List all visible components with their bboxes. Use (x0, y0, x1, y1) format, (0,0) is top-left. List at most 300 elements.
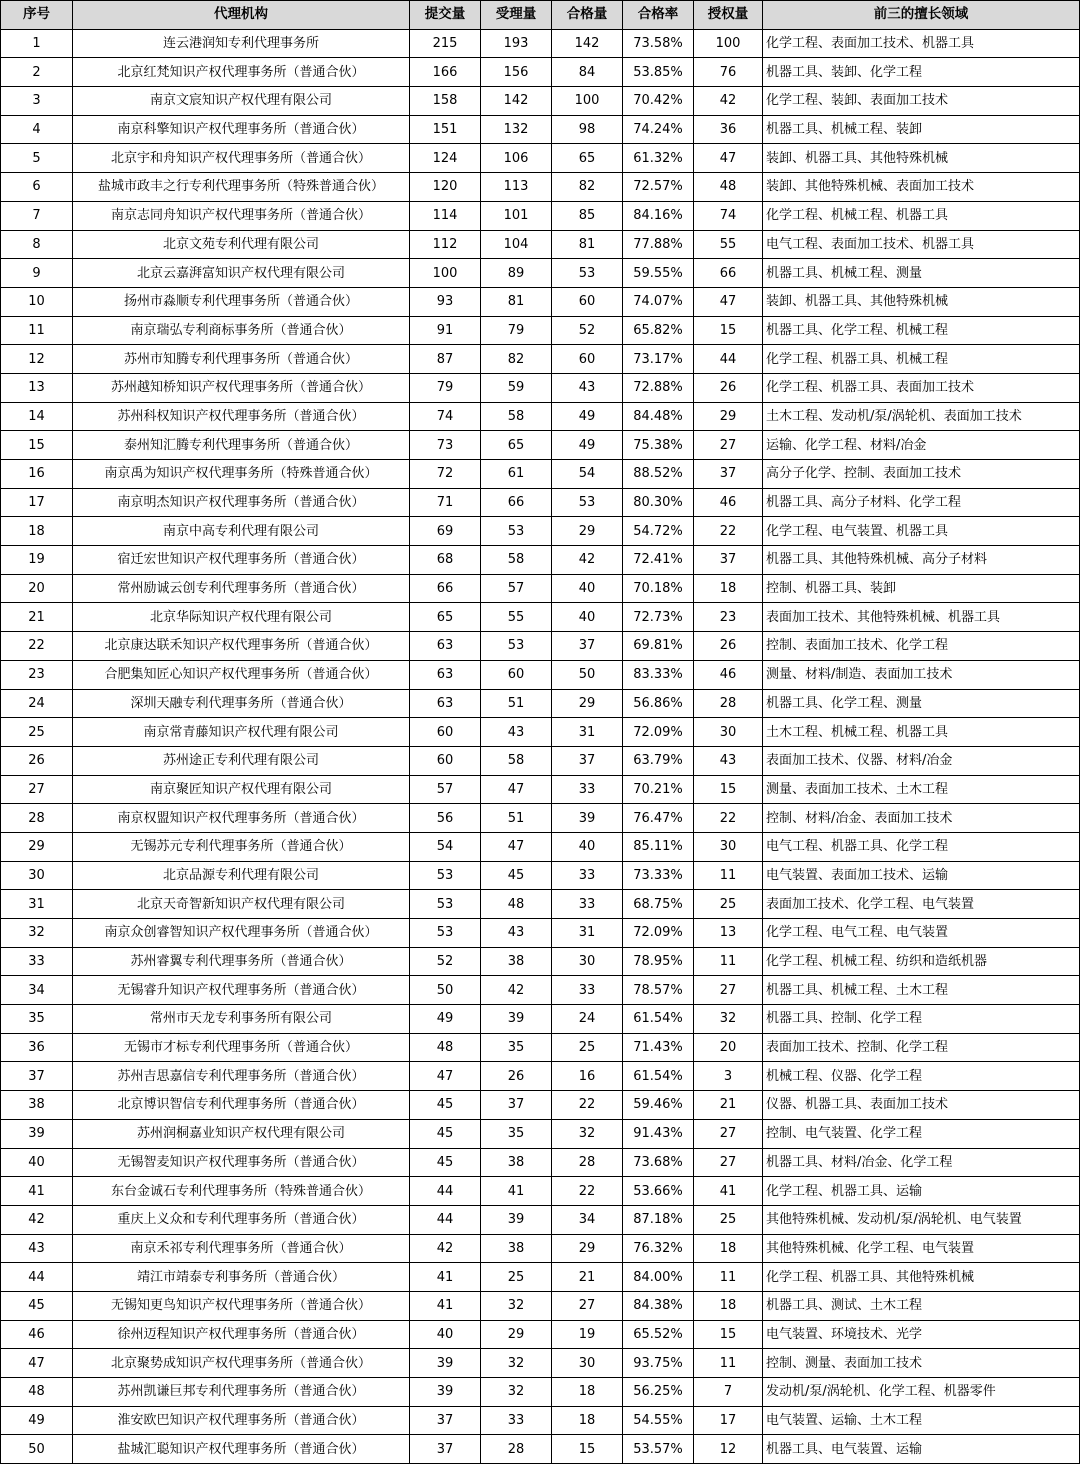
cell-granted: 13 (694, 919, 763, 948)
cell-agency: 北京聚势成知识产权代理事务所（普通合伙） (73, 1349, 410, 1378)
cell-top-fields: 机器工具、测试、土木工程 (763, 1291, 1080, 1320)
cell-granted: 27 (694, 1148, 763, 1177)
table-row (1, 1148, 1080, 1177)
cell-index: 40 (1, 1148, 73, 1177)
cell-submitted: 53 (410, 919, 481, 948)
cell-pass-rate: 91.43% (623, 1119, 694, 1148)
header-granted: 授权量 (694, 1, 763, 30)
cell-index: 45 (1, 1291, 73, 1320)
cell-pass-rate: 72.57% (623, 173, 694, 202)
cell-pass-rate: 68.75% (623, 890, 694, 919)
cell-pass-rate: 73.17% (623, 345, 694, 374)
cell-agency: 南京志同舟知识产权代理事务所（普通合伙） (73, 201, 410, 230)
cell-index: 44 (1, 1263, 73, 1292)
cell-submitted: 124 (410, 144, 481, 173)
cell-submitted: 39 (410, 1349, 481, 1378)
cell-qualified: 43 (552, 373, 623, 402)
table-row (1, 460, 1080, 489)
cell-accepted: 58 (481, 546, 552, 575)
cell-agency: 北京红梵知识产权代理事务所（普通合伙） (73, 58, 410, 87)
cell-granted: 11 (694, 1263, 763, 1292)
cell-granted: 11 (694, 947, 763, 976)
cell-submitted: 66 (410, 574, 481, 603)
cell-granted: 18 (694, 1234, 763, 1263)
cell-agency: 苏州润桐嘉业知识产权代理有限公司 (73, 1119, 410, 1148)
cell-qualified: 31 (552, 718, 623, 747)
cell-accepted: 32 (481, 1291, 552, 1320)
cell-qualified: 28 (552, 1148, 623, 1177)
cell-agency: 无锡知更鸟知识产权代理事务所（普通合伙） (73, 1291, 410, 1320)
cell-qualified: 22 (552, 1091, 623, 1120)
cell-qualified: 33 (552, 775, 623, 804)
cell-submitted: 74 (410, 402, 481, 431)
cell-agency: 苏州科权知识产权代理事务所（普通合伙） (73, 402, 410, 431)
cell-accepted: 59 (481, 373, 552, 402)
cell-submitted: 39 (410, 1378, 481, 1407)
header-index: 序号 (1, 1, 73, 30)
cell-agency: 苏州吉思嘉信专利代理事务所（普通合伙） (73, 1062, 410, 1091)
cell-pass-rate: 84.48% (623, 402, 694, 431)
cell-index: 4 (1, 115, 73, 144)
cell-pass-rate: 88.52% (623, 460, 694, 489)
cell-top-fields: 电气装置、运输、土木工程 (763, 1406, 1080, 1435)
cell-pass-rate: 74.07% (623, 287, 694, 316)
table-row (1, 431, 1080, 460)
table-row (1, 632, 1080, 661)
cell-granted: 55 (694, 230, 763, 259)
cell-accepted: 38 (481, 1148, 552, 1177)
cell-accepted: 45 (481, 861, 552, 890)
cell-accepted: 38 (481, 947, 552, 976)
cell-granted: 47 (694, 144, 763, 173)
cell-top-fields: 测量、表面加工技术、土木工程 (763, 775, 1080, 804)
cell-accepted: 82 (481, 345, 552, 374)
cell-qualified: 18 (552, 1406, 623, 1435)
cell-accepted: 81 (481, 287, 552, 316)
cell-top-fields: 高分子化学、控制、表面加工技术 (763, 460, 1080, 489)
table-row (1, 373, 1080, 402)
cell-qualified: 142 (552, 29, 623, 58)
table-row (1, 1119, 1080, 1148)
cell-granted: 48 (694, 173, 763, 202)
table-row (1, 87, 1080, 116)
cell-accepted: 79 (481, 316, 552, 345)
cell-qualified: 22 (552, 1177, 623, 1206)
table-row (1, 1234, 1080, 1263)
cell-qualified: 24 (552, 1005, 623, 1034)
cell-top-fields: 表面加工技术、其他特殊机械、机器工具 (763, 603, 1080, 632)
cell-accepted: 65 (481, 431, 552, 460)
cell-agency: 盐城汇聪知识产权代理事务所（普通合伙） (73, 1435, 410, 1464)
table-row (1, 832, 1080, 861)
cell-submitted: 215 (410, 29, 481, 58)
cell-granted: 27 (694, 431, 763, 460)
table-row (1, 1033, 1080, 1062)
cell-pass-rate: 78.57% (623, 976, 694, 1005)
table-row (1, 201, 1080, 230)
cell-granted: 74 (694, 201, 763, 230)
cell-granted: 76 (694, 58, 763, 87)
table-row (1, 1005, 1080, 1034)
cell-index: 14 (1, 402, 73, 431)
cell-index: 23 (1, 660, 73, 689)
cell-agency: 无锡睿升知识产权代理事务所（普通合伙） (73, 976, 410, 1005)
table-row (1, 574, 1080, 603)
cell-granted: 37 (694, 546, 763, 575)
cell-granted: 15 (694, 1320, 763, 1349)
cell-granted: 27 (694, 976, 763, 1005)
cell-top-fields: 化学工程、机器工具、其他特殊机械 (763, 1263, 1080, 1292)
cell-granted: 22 (694, 517, 763, 546)
cell-accepted: 26 (481, 1062, 552, 1091)
cell-top-fields: 土木工程、机械工程、机器工具 (763, 718, 1080, 747)
cell-granted: 28 (694, 689, 763, 718)
cell-agency: 泰州知汇腾专利代理事务所（普通合伙） (73, 431, 410, 460)
table-row (1, 517, 1080, 546)
cell-submitted: 65 (410, 603, 481, 632)
table-row (1, 919, 1080, 948)
header-top-fields: 前三的擅长领域 (763, 1, 1080, 30)
cell-qualified: 40 (552, 832, 623, 861)
cell-accepted: 28 (481, 1435, 552, 1464)
table-row (1, 1091, 1080, 1120)
cell-agency: 南京众创睿智知识产权代理事务所（普通合伙） (73, 919, 410, 948)
cell-index: 5 (1, 144, 73, 173)
cell-submitted: 63 (410, 660, 481, 689)
cell-agency: 无锡市才标专利代理事务所（普通合伙） (73, 1033, 410, 1062)
cell-index: 25 (1, 718, 73, 747)
table-row (1, 230, 1080, 259)
cell-index: 29 (1, 832, 73, 861)
cell-qualified: 32 (552, 1119, 623, 1148)
cell-top-fields: 机器工具、机械工程、测量 (763, 259, 1080, 288)
cell-pass-rate: 61.54% (623, 1005, 694, 1034)
cell-index: 17 (1, 488, 73, 517)
cell-agency: 南京权盟知识产权代理事务所（普通合伙） (73, 804, 410, 833)
cell-accepted: 35 (481, 1033, 552, 1062)
table-row (1, 804, 1080, 833)
cell-accepted: 35 (481, 1119, 552, 1148)
cell-top-fields: 仪器、机器工具、表面加工技术 (763, 1091, 1080, 1120)
cell-index: 27 (1, 775, 73, 804)
cell-qualified: 37 (552, 746, 623, 775)
cell-agency: 苏州睿翼专利代理事务所（普通合伙） (73, 947, 410, 976)
cell-top-fields: 化学工程、机器工具、运输 (763, 1177, 1080, 1206)
cell-agency: 北京云嘉湃富知识产权代理有限公司 (73, 259, 410, 288)
cell-submitted: 63 (410, 632, 481, 661)
table-row (1, 144, 1080, 173)
table-row (1, 1177, 1080, 1206)
cell-top-fields: 测量、材料/制造、表面加工技术 (763, 660, 1080, 689)
cell-top-fields: 化学工程、机器工具、机械工程 (763, 345, 1080, 374)
cell-top-fields: 化学工程、机器工具、表面加工技术 (763, 373, 1080, 402)
cell-index: 24 (1, 689, 73, 718)
cell-agency: 苏州市知腾专利代理事务所（普通合伙） (73, 345, 410, 374)
cell-index: 35 (1, 1005, 73, 1034)
cell-top-fields: 表面加工技术、化学工程、电气装置 (763, 890, 1080, 919)
table-row (1, 29, 1080, 58)
cell-granted: 17 (694, 1406, 763, 1435)
cell-submitted: 54 (410, 832, 481, 861)
cell-submitted: 37 (410, 1435, 481, 1464)
cell-granted: 100 (694, 29, 763, 58)
cell-accepted: 43 (481, 718, 552, 747)
cell-granted: 26 (694, 632, 763, 661)
cell-pass-rate: 61.54% (623, 1062, 694, 1091)
cell-agency: 苏州越知桥知识产权代理事务所（普通合伙） (73, 373, 410, 402)
table-row (1, 1205, 1080, 1234)
cell-top-fields: 控制、材料/冶金、表面加工技术 (763, 804, 1080, 833)
cell-submitted: 56 (410, 804, 481, 833)
cell-qualified: 40 (552, 574, 623, 603)
cell-accepted: 51 (481, 689, 552, 718)
cell-qualified: 30 (552, 947, 623, 976)
cell-submitted: 41 (410, 1263, 481, 1292)
cell-pass-rate: 70.21% (623, 775, 694, 804)
cell-accepted: 66 (481, 488, 552, 517)
cell-agency: 盐城市政丰之行专利代理事务所（特殊普通合伙） (73, 173, 410, 202)
cell-submitted: 50 (410, 976, 481, 1005)
header-submitted: 提交量 (410, 1, 481, 30)
cell-agency: 北京文苑专利代理有限公司 (73, 230, 410, 259)
cell-top-fields: 土木工程、发动机/泵/涡轮机、表面加工技术 (763, 402, 1080, 431)
table-row (1, 287, 1080, 316)
cell-qualified: 54 (552, 460, 623, 489)
cell-submitted: 63 (410, 689, 481, 718)
cell-qualified: 42 (552, 546, 623, 575)
cell-submitted: 49 (410, 1005, 481, 1034)
cell-agency: 南京常青藤知识产权代理有限公司 (73, 718, 410, 747)
cell-pass-rate: 53.57% (623, 1435, 694, 1464)
cell-index: 6 (1, 173, 73, 202)
cell-accepted: 89 (481, 259, 552, 288)
cell-index: 20 (1, 574, 73, 603)
cell-granted: 26 (694, 373, 763, 402)
cell-pass-rate: 59.55% (623, 259, 694, 288)
cell-index: 22 (1, 632, 73, 661)
cell-submitted: 52 (410, 947, 481, 976)
cell-index: 47 (1, 1349, 73, 1378)
cell-index: 21 (1, 603, 73, 632)
cell-qualified: 29 (552, 689, 623, 718)
cell-qualified: 33 (552, 861, 623, 890)
cell-agency: 常州市天龙专利事务所有限公司 (73, 1005, 410, 1034)
cell-index: 34 (1, 976, 73, 1005)
cell-top-fields: 电气工程、表面加工技术、机器工具 (763, 230, 1080, 259)
cell-qualified: 50 (552, 660, 623, 689)
cell-agency: 南京科擎知识产权代理事务所（普通合伙） (73, 115, 410, 144)
cell-accepted: 104 (481, 230, 552, 259)
cell-top-fields: 机器工具、电气装置、运输 (763, 1435, 1080, 1464)
cell-agency: 连云港润知专利代理事务所 (73, 29, 410, 58)
cell-qualified: 21 (552, 1263, 623, 1292)
cell-granted: 15 (694, 316, 763, 345)
cell-submitted: 87 (410, 345, 481, 374)
cell-top-fields: 化学工程、电气装置、机器工具 (763, 517, 1080, 546)
cell-qualified: 40 (552, 603, 623, 632)
cell-index: 18 (1, 517, 73, 546)
cell-top-fields: 运输、化学工程、材料/冶金 (763, 431, 1080, 460)
cell-agency: 扬州市淼顺专利代理事务所（普通合伙） (73, 287, 410, 316)
cell-pass-rate: 72.88% (623, 373, 694, 402)
cell-submitted: 47 (410, 1062, 481, 1091)
cell-submitted: 100 (410, 259, 481, 288)
cell-agency: 南京禾祁专利代理事务所（普通合伙） (73, 1234, 410, 1263)
cell-index: 7 (1, 201, 73, 230)
cell-index: 38 (1, 1091, 73, 1120)
cell-index: 3 (1, 87, 73, 116)
cell-submitted: 79 (410, 373, 481, 402)
cell-submitted: 166 (410, 58, 481, 87)
cell-pass-rate: 83.33% (623, 660, 694, 689)
cell-granted: 20 (694, 1033, 763, 1062)
cell-top-fields: 控制、表面加工技术、化学工程 (763, 632, 1080, 661)
cell-top-fields: 装卸、机器工具、其他特殊机械 (763, 287, 1080, 316)
cell-index: 9 (1, 259, 73, 288)
cell-pass-rate: 72.09% (623, 919, 694, 948)
cell-index: 50 (1, 1435, 73, 1464)
cell-submitted: 45 (410, 1148, 481, 1177)
cell-qualified: 65 (552, 144, 623, 173)
cell-granted: 29 (694, 402, 763, 431)
cell-qualified: 85 (552, 201, 623, 230)
cell-agency: 深圳天融专利代理事务所（普通合伙） (73, 689, 410, 718)
cell-agency: 东台金诚石专利代理事务所（特殊普通合伙） (73, 1177, 410, 1206)
cell-index: 48 (1, 1378, 73, 1407)
cell-index: 15 (1, 431, 73, 460)
cell-agency: 北京宇和舟知识产权代理事务所（普通合伙） (73, 144, 410, 173)
cell-pass-rate: 77.88% (623, 230, 694, 259)
cell-qualified: 60 (552, 345, 623, 374)
cell-qualified: 33 (552, 976, 623, 1005)
cell-granted: 27 (694, 1119, 763, 1148)
cell-accepted: 37 (481, 1091, 552, 1120)
cell-index: 13 (1, 373, 73, 402)
cell-pass-rate: 61.32% (623, 144, 694, 173)
cell-top-fields: 机器工具、高分子材料、化学工程 (763, 488, 1080, 517)
cell-agency: 宿迁宏世知识产权代理事务所（普通合伙） (73, 546, 410, 575)
cell-top-fields: 发动机/泵/涡轮机、化学工程、机器零件 (763, 1378, 1080, 1407)
cell-index: 43 (1, 1234, 73, 1263)
cell-agency: 常州励诚云创专利代理事务所（普通合伙） (73, 574, 410, 603)
table-row (1, 1320, 1080, 1349)
cell-pass-rate: 65.52% (623, 1320, 694, 1349)
table-row (1, 976, 1080, 1005)
cell-top-fields: 机械工程、仪器、化学工程 (763, 1062, 1080, 1091)
cell-qualified: 18 (552, 1378, 623, 1407)
cell-accepted: 132 (481, 115, 552, 144)
cell-granted: 25 (694, 1205, 763, 1234)
cell-accepted: 25 (481, 1263, 552, 1292)
cell-agency: 无锡苏元专利代理事务所（普通合伙） (73, 832, 410, 861)
header-qualified: 合格量 (552, 1, 623, 30)
table-row (1, 1378, 1080, 1407)
cell-top-fields: 装卸、其他特殊机械、表面加工技术 (763, 173, 1080, 202)
cell-index: 42 (1, 1205, 73, 1234)
header-row (1, 1, 1080, 30)
cell-index: 28 (1, 804, 73, 833)
table-row (1, 1062, 1080, 1091)
cell-pass-rate: 70.18% (623, 574, 694, 603)
cell-agency: 南京禹为知识产权代理事务所（特殊普通合伙） (73, 460, 410, 489)
table-row (1, 402, 1080, 431)
cell-top-fields: 化学工程、电气工程、电气装置 (763, 919, 1080, 948)
cell-top-fields: 机器工具、控制、化学工程 (763, 1005, 1080, 1034)
table-row (1, 1406, 1080, 1435)
cell-agency: 南京明杰知识产权代理事务所（普通合伙） (73, 488, 410, 517)
cell-granted: 18 (694, 574, 763, 603)
cell-qualified: 29 (552, 517, 623, 546)
cell-submitted: 91 (410, 316, 481, 345)
cell-top-fields: 机器工具、其他特殊机械、高分子材料 (763, 546, 1080, 575)
cell-granted: 43 (694, 746, 763, 775)
cell-granted: 25 (694, 890, 763, 919)
cell-index: 16 (1, 460, 73, 489)
cell-pass-rate: 56.86% (623, 689, 694, 718)
cell-pass-rate: 76.32% (623, 1234, 694, 1263)
cell-submitted: 60 (410, 746, 481, 775)
cell-granted: 46 (694, 488, 763, 517)
cell-accepted: 113 (481, 173, 552, 202)
cell-granted: 44 (694, 345, 763, 374)
cell-index: 12 (1, 345, 73, 374)
cell-granted: 12 (694, 1435, 763, 1464)
cell-top-fields: 机器工具、化学工程、测量 (763, 689, 1080, 718)
cell-top-fields: 电气装置、表面加工技术、运输 (763, 861, 1080, 890)
cell-index: 33 (1, 947, 73, 976)
cell-submitted: 158 (410, 87, 481, 116)
table-row (1, 947, 1080, 976)
cell-pass-rate: 54.55% (623, 1406, 694, 1435)
cell-top-fields: 化学工程、机械工程、纺织和造纸机器 (763, 947, 1080, 976)
cell-submitted: 151 (410, 115, 481, 144)
table-row (1, 115, 1080, 144)
cell-qualified: 33 (552, 890, 623, 919)
cell-accepted: 33 (481, 1406, 552, 1435)
cell-index: 26 (1, 746, 73, 775)
cell-pass-rate: 84.38% (623, 1291, 694, 1320)
cell-index: 49 (1, 1406, 73, 1435)
cell-granted: 15 (694, 775, 763, 804)
cell-qualified: 30 (552, 1349, 623, 1378)
cell-pass-rate: 69.81% (623, 632, 694, 661)
cell-accepted: 106 (481, 144, 552, 173)
cell-agency: 合肥集知匠心知识产权代理事务所（普通合伙） (73, 660, 410, 689)
cell-qualified: 39 (552, 804, 623, 833)
cell-submitted: 73 (410, 431, 481, 460)
cell-accepted: 39 (481, 1005, 552, 1034)
cell-granted: 47 (694, 287, 763, 316)
cell-submitted: 45 (410, 1091, 481, 1120)
cell-pass-rate: 93.75% (623, 1349, 694, 1378)
cell-agency: 北京博识智信专利代理事务所（普通合伙） (73, 1091, 410, 1120)
cell-qualified: 19 (552, 1320, 623, 1349)
cell-accepted: 42 (481, 976, 552, 1005)
cell-qualified: 25 (552, 1033, 623, 1062)
cell-qualified: 27 (552, 1291, 623, 1320)
cell-granted: 21 (694, 1091, 763, 1120)
cell-granted: 3 (694, 1062, 763, 1091)
cell-accepted: 43 (481, 919, 552, 948)
cell-top-fields: 其他特殊机械、发动机/泵/涡轮机、电气装置 (763, 1205, 1080, 1234)
table-row (1, 718, 1080, 747)
cell-granted: 18 (694, 1291, 763, 1320)
cell-granted: 11 (694, 1349, 763, 1378)
cell-agency: 北京康达联禾知识产权代理事务所（普通合伙） (73, 632, 410, 661)
cell-top-fields: 机器工具、化学工程、机械工程 (763, 316, 1080, 345)
table-row (1, 345, 1080, 374)
cell-pass-rate: 73.33% (623, 861, 694, 890)
